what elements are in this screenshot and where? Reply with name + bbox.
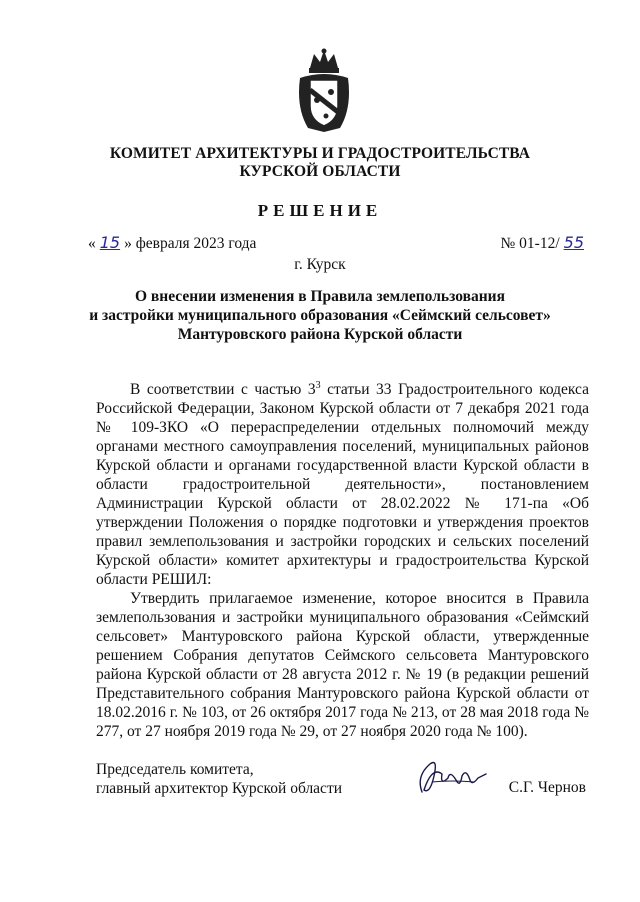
- organization-name-line2: КУРСКОЙ ОБЛАСТИ: [239, 163, 401, 180]
- date-open-quote: «: [88, 235, 96, 252]
- body-paragraph-1-rest: статьи 33 Градостроительного кодекса Российской Федерации, Законом Курской области от 7 декабря 2021 года № 109-ЗКО «О перераспределении отдельных полномочий между органами местного самоуправления поселений, муниципальных районов Курской области и органами государственной власти Курской области в области градостроительной деятельности», постановлением Администрации Курской области от 28.02.2022 № 171-па «Об утверждении Положения о порядке подготовки и утверждения проектов правил землепользования и застройки городских и сельских поселений Курской области» комитет архитектуры и градостроительства Курской области РЕШИЛ:: [96, 381, 589, 589]
- signer-position: [96, 760, 342, 798]
- subject-line3: Мантуровского района Курской области: [177, 326, 463, 343]
- subject-line2: и застройки муниципального образования «Сеймский сельсовет»: [89, 307, 551, 324]
- number-handwritten: 55: [563, 233, 584, 252]
- organization-name-line1: КОМИТЕТ АРХИТЕКТУРЫ И ГРАДОСТРОИТЕЛЬСТВА: [109, 145, 531, 162]
- signer-position-line2: главный архитектор Курской области: [96, 780, 343, 797]
- body-paragraph-1: [96, 376, 589, 589]
- date-day-handwritten: 15: [99, 233, 121, 252]
- coat-of-arms-emblem: [296, 48, 352, 134]
- document-city: г. Курск: [294, 256, 346, 273]
- number-prefix: № 01-12/: [500, 235, 560, 252]
- document-number: [501, 233, 589, 253]
- handwritten-signature: [412, 756, 490, 798]
- signer-position-line1: Председатель комитета,: [96, 761, 254, 778]
- document-type-title: РЕШЕНИЕ: [257, 201, 383, 220]
- signer-name: С.Г. Чернов: [508, 779, 586, 796]
- document-body: [96, 376, 589, 741]
- document-subject: [0, 287, 640, 344]
- body-paragraph-1-start: В соответствии с частью 3: [130, 381, 316, 399]
- document-date: [88, 233, 256, 253]
- subject-line1: О внесении изменения в Правила землепользования: [134, 288, 505, 305]
- body-paragraph-1-superscript: 3: [315, 380, 321, 391]
- body-paragraph-2: Утвердить прилагаемое изменение, которое вносится в Правила землепользования и застройки муниципального образования «Сеймский сельсовет» Мантуровского района Курской области, утвержденные решением Собрания депутатов Сеймского сельсовета Мантуровского района Курской области от 28 августа 2012 г. № 19 (в редакции решений Представительного собрания Мантуровского района Курской области от 18.02.2016 г. № 103, от 26 октября 2017 года № 213, от 28 мая 2018 года № 277, от 27 ноября 2019 года № 29, от 27 ноября 2020 года № 100).: [96, 590, 589, 741]
- date-rest: » февраля 2023 года: [124, 235, 257, 252]
